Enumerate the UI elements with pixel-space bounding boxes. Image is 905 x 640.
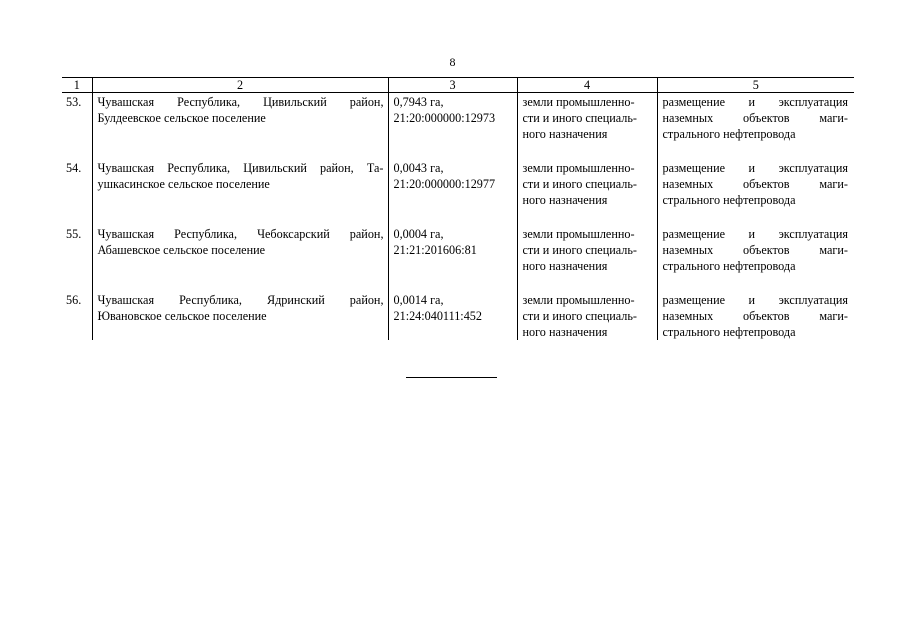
cadastral-number: 21:21:201606:81	[393, 243, 477, 257]
location-line: Чувашская Республика, Чебоксарский район,	[97, 227, 384, 241]
row-area	[388, 291, 517, 340]
row-number: 54.	[66, 161, 82, 175]
row-location	[92, 93, 388, 143]
location-line: ушкасинское сельское поселение	[97, 177, 270, 191]
area-value: 0,0014 га,	[393, 293, 444, 307]
usage-line: наземных объектов маги-	[662, 177, 848, 191]
row-usage	[657, 159, 854, 208]
area-value: 0,0043 га,	[393, 161, 444, 175]
category-line: ного назначения	[522, 193, 608, 207]
category-line: ного назначения	[522, 259, 608, 273]
category-line: ного назначения	[522, 325, 608, 339]
category-line: земли промышленно-	[522, 95, 635, 109]
header-col-2: 2	[92, 78, 388, 93]
table-header	[62, 78, 854, 93]
category-line: ного назначения	[522, 127, 608, 141]
location-line: Чувашская Республика, Цивильский район, Та-	[97, 161, 384, 175]
location-line: Абашевское сельское поселение	[97, 243, 266, 257]
area-value: 0,7943 га,	[393, 95, 444, 109]
header-col-1: 1	[62, 78, 92, 93]
category-line: земли промышленно-	[522, 227, 635, 241]
header-row	[62, 78, 854, 93]
row-area	[388, 159, 517, 208]
row-spacer	[62, 208, 854, 225]
row-number: 53.	[66, 95, 82, 109]
location-line: Чувашская Республика, Ядринский район,	[97, 293, 384, 307]
header-col-4: 4	[517, 78, 657, 93]
category-line: земли промышленно-	[522, 161, 635, 175]
row-spacer	[62, 142, 854, 159]
usage-line: стрального нефтепровода	[662, 325, 796, 339]
category-line: земли промышленно-	[522, 293, 635, 307]
row-usage	[657, 291, 854, 340]
row-land-category	[517, 93, 657, 143]
row-usage	[657, 225, 854, 274]
table-body	[62, 93, 854, 341]
category-line: сти и иного специаль-	[522, 309, 637, 323]
usage-line: стрального нефтепровода	[662, 193, 796, 207]
cadastral-number: 21:20:000000:12973	[393, 111, 496, 125]
category-line: сти и иного специаль-	[522, 243, 637, 257]
usage-line: наземных объектов маги-	[662, 243, 848, 257]
usage-line: размещение и эксплуатация	[662, 293, 848, 307]
area-value: 0,0004 га,	[393, 227, 444, 241]
usage-line: размещение и эксплуатация	[662, 95, 848, 109]
cadastral-number: 21:24:040111:452	[393, 309, 482, 323]
category-line: сти и иного специаль-	[522, 177, 637, 191]
usage-line: наземных объектов маги-	[662, 111, 848, 125]
table-row	[62, 225, 854, 274]
cadastral-number: 21:20:000000:12977	[393, 177, 496, 191]
row-land-category	[517, 159, 657, 208]
usage-line: размещение и эксплуатация	[662, 161, 848, 175]
row-number: 56.	[66, 293, 82, 307]
row-land-category	[517, 225, 657, 274]
category-line: сти и иного специаль-	[522, 111, 637, 125]
row-area	[388, 225, 517, 274]
row-usage	[657, 93, 854, 143]
row-spacer	[62, 274, 854, 291]
row-area	[388, 93, 517, 143]
table-row	[62, 291, 854, 340]
usage-line: стрального нефтепровода	[662, 127, 796, 141]
usage-line: наземных объектов маги-	[662, 309, 848, 323]
row-location	[92, 159, 388, 208]
row-land-category	[517, 291, 657, 340]
location-line: Булдеевское сельское поселение	[97, 111, 266, 125]
location-line: Чувашская Республика, Цивильский район,	[97, 95, 384, 109]
usage-line: стрального нефтепровода	[662, 259, 796, 273]
table-row	[62, 93, 854, 143]
location-line: Ювановское сельское поселение	[97, 309, 267, 323]
usage-line: размещение и эксплуатация	[662, 227, 848, 241]
header-col-5: 5	[657, 78, 854, 93]
table-row	[62, 159, 854, 208]
header-col-3: 3	[388, 78, 517, 93]
end-of-document-rule	[406, 377, 497, 378]
row-location	[92, 291, 388, 340]
row-location	[92, 225, 388, 274]
land-plots-table	[62, 77, 854, 340]
page-number: 8	[449, 55, 456, 69]
row-number: 55.	[66, 227, 82, 241]
